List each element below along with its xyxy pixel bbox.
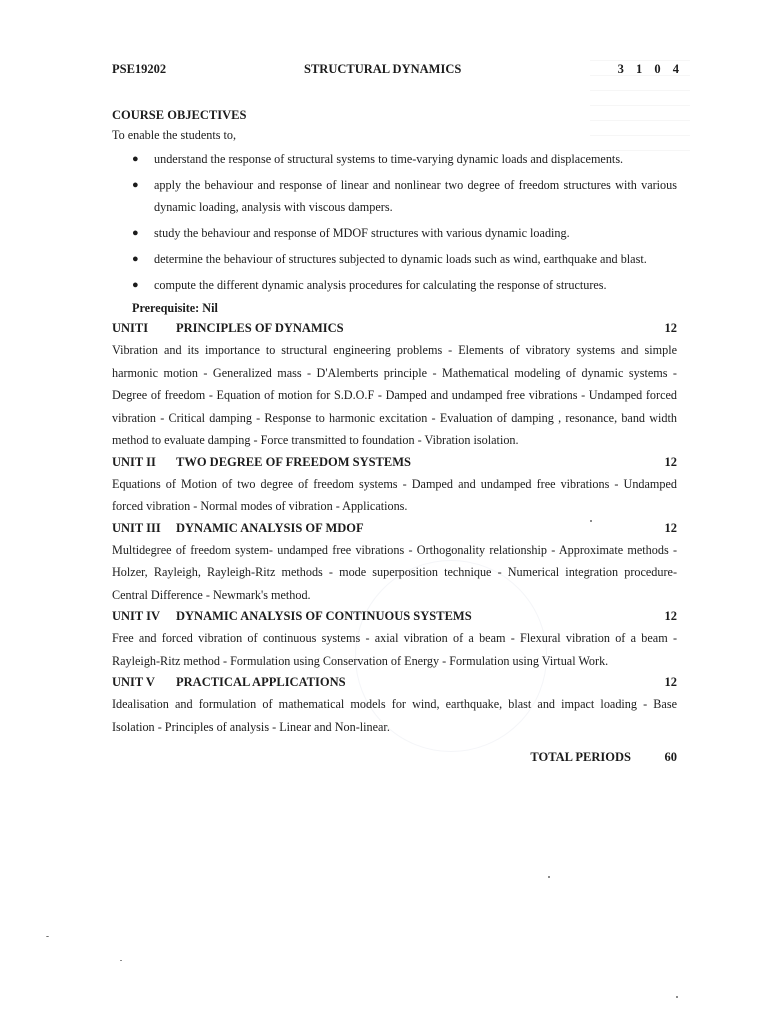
- objective-item: ● compute the different dynamic analysis procedures for calculating the response of structures.: [112, 274, 677, 296]
- total-periods-row: [112, 742, 677, 766]
- unit-title: DYNAMIC ANALYSIS OF MDOF: [176, 520, 364, 535]
- unit-title: TWO DEGREE OF FREEDOM SYSTEMS: [176, 454, 411, 469]
- unit-5-heading: [112, 672, 677, 693]
- course-header: [112, 62, 680, 80]
- unit-number: UNIT III: [112, 520, 161, 535]
- total-periods-value: 60: [664, 750, 677, 764]
- scan-speck: [120, 960, 122, 961]
- scan-speck: [548, 876, 550, 878]
- unit-title: PRACTICAL APPLICATIONS: [176, 675, 346, 689]
- total-periods-label: TOTAL PERIODS: [530, 750, 631, 764]
- unit-title: PRINCIPLES OF DYNAMICS: [176, 321, 344, 335]
- bullet-icon: ●: [132, 279, 139, 291]
- unit-hours: 12: [664, 675, 677, 689]
- unit-number: UNIT II: [112, 454, 156, 469]
- unit-number: UNIT V: [112, 675, 155, 689]
- course-credits: 3 1 0 4: [617, 62, 680, 76]
- unit-hours: 12: [664, 520, 677, 535]
- objectives-intro: To enable the students to,: [112, 128, 237, 142]
- objectives-list: [112, 148, 677, 296]
- prerequisite: Prerequisite: Nil: [132, 301, 218, 315]
- unit-hours: 12: [664, 454, 677, 469]
- objective-item: ● determine the behaviour of structures subjected to dynamic loads such as wind, earthquake and blast.: [112, 248, 677, 270]
- unit-4-body: Free and forced vibration of continuous systems - axial vibration of a beam - Flexural vibration of a beam - Rayleigh-Ritz method - Formulation using Conservation of Energy - Formulation using Virtual Work.: [112, 631, 677, 668]
- bullet-icon: ●: [132, 253, 139, 265]
- scan-speck: [590, 520, 592, 522]
- unit-2-heading: [112, 452, 677, 473]
- unit-number: UNITI: [112, 321, 149, 335]
- unit-4-heading: [112, 606, 677, 627]
- unit-3-heading: [112, 518, 677, 539]
- course-code: PSE19202: [112, 62, 167, 76]
- course-title: STRUCTURAL DYNAMICS: [304, 62, 462, 76]
- unit-1-body: Vibration and its importance to structural engineering problems - Elements of vibratory systems and simple harmonic motion - Generalized mass - D'Alemberts principle - Mathematical modeling of dynamic systems - Degree of freedom - Equation of motion for S.D.O.F - Damped and undamped free vibrations - Undamped forced vibration - Critical damping - Response to harmonic excitation - Evaluation of damping , resonance, band width method to evaluate damping - Force transmitted to foundation - Vibration isolation.: [112, 343, 677, 447]
- bullet-icon: ●: [132, 227, 139, 239]
- unit-hours: 12: [664, 321, 677, 335]
- unit-5-body: Idealisation and formulation of mathematical models for wind, earthquake, blast and impact loading - Base Isolation - Principles of analysis - Linear and Non-linear.: [112, 697, 677, 734]
- objective-item: ● understand the response of structural systems to time-varying dynamic loads and displacements.: [112, 148, 677, 170]
- unit-number: UNIT IV: [112, 609, 161, 623]
- objective-item: ● study the behaviour and response of MDOF structures with various dynamic loading.: [112, 222, 677, 244]
- unit-hours: 12: [664, 609, 677, 623]
- bullet-icon: ●: [132, 179, 139, 191]
- objectives-heading: COURSE OBJECTIVES: [112, 108, 247, 122]
- bullet-icon: ●: [132, 153, 139, 165]
- syllabus-content: [112, 106, 677, 766]
- unit-3-body: Multidegree of freedom system- undamped free vibrations - Orthogonality relationship - Approximate methods - Holzer, Rayleigh, Rayleigh-Ritz methods - mode superposition technique - Numerical integration procedure- Central Difference - Newmark's method.: [112, 542, 677, 602]
- unit-title: DYNAMIC ANALYSIS OF CONTINUOUS SYSTEMS: [176, 609, 472, 623]
- scan-speck: [46, 936, 49, 937]
- objective-item: ● apply the behaviour and response of linear and nonlinear two degree of freedom structures with various dynamic loading, analysis with viscous dampers.: [112, 174, 677, 218]
- unit-2-body: Equations of Motion of two degree of freedom systems - Damped and undamped free vibrations - Undamped forced vibration - Normal modes of vibration - Applications.: [112, 476, 677, 513]
- scan-speck: [676, 996, 678, 998]
- unit-1-heading: [112, 318, 677, 339]
